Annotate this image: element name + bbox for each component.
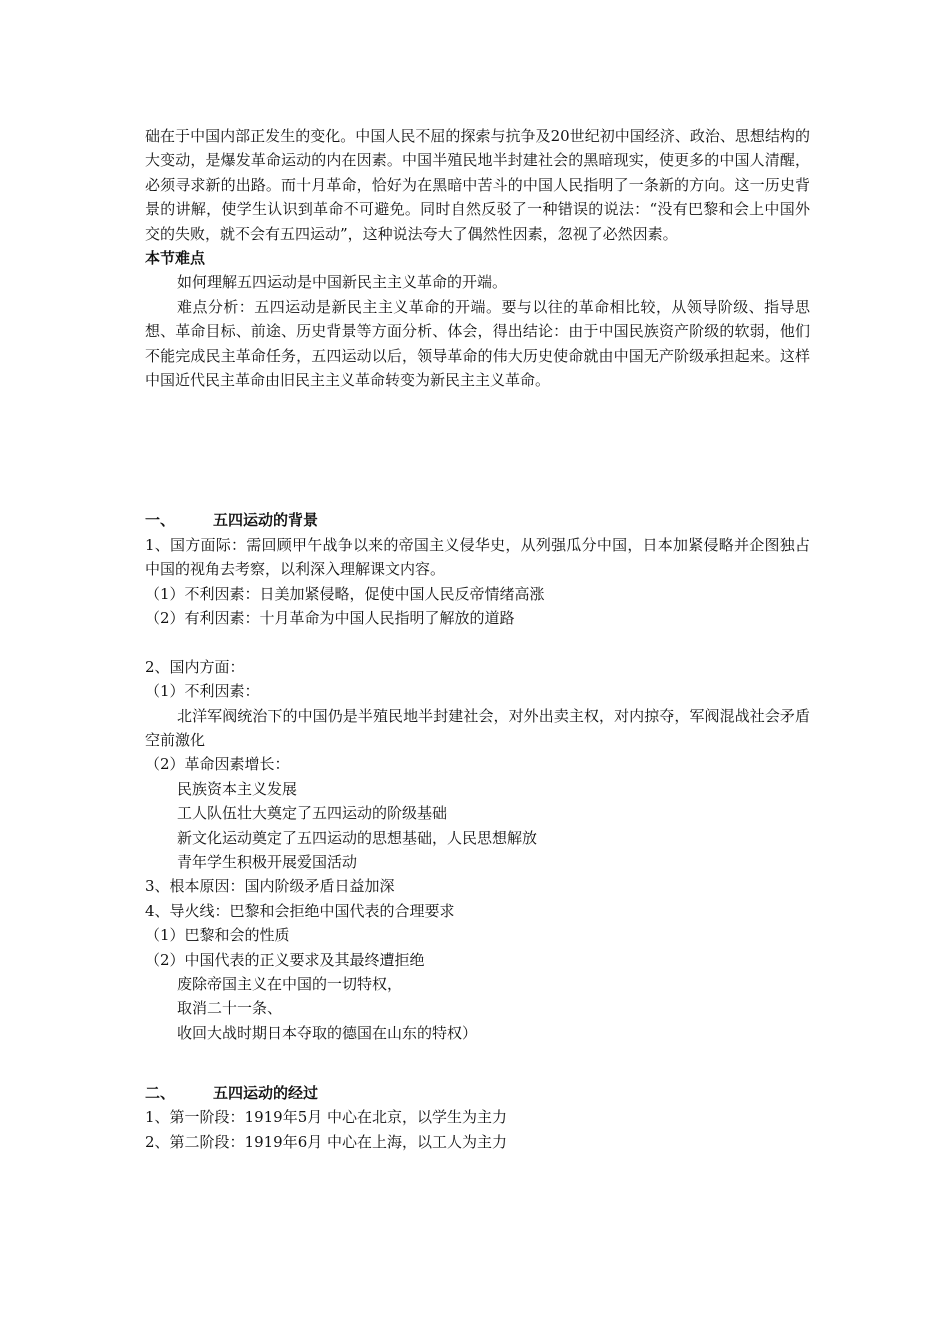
list-item: 取消二十一条、 (177, 999, 283, 1018)
section1-item4: 4、导火线：巴黎和会拒绝中国代表的合理要求 (145, 901, 455, 920)
section1-title: 五四运动的背景 (213, 511, 319, 530)
list-item: 新文化运动奠定了五四运动的思想基础，人民思想解放 (177, 828, 538, 847)
section1-item1-sub1: （1）不利因素：日美加紧侵略，促使中国人民反帝情绪高涨 (145, 584, 545, 603)
list-item: 工人队伍壮大奠定了五四运动的阶级基础 (177, 804, 448, 823)
list-item: 收回大战时期日本夺取的德国在山东的特权） (177, 1023, 478, 1042)
section1-item2: 2、国内方面： (145, 657, 245, 676)
section1-item2-sub1-text: 北洋军阀统治下的中国仍是半殖民地半封建社会，对外出卖主权，对内掠夺，军阀混战社会矛盾空前激化 (145, 706, 810, 749)
section1-item3: 3、根本原因：国内阶级矛盾日益加深 (145, 877, 395, 896)
difficulty-heading: 本节难点 (145, 249, 206, 268)
document-page (145, 124, 810, 1154)
list-item: 废除帝国主义在中国的一切特权， (177, 974, 403, 993)
section1-item1-sub2: （2）有利因素：十月革命为中国人民指明了解放的道路 (145, 609, 515, 628)
section1-item4-sub1: （1）巴黎和会的性质 (145, 926, 290, 945)
section2-number: 二、 (145, 1084, 176, 1103)
section2-item1: 1、第一阶段：1919年5月 中心在北京，以学生为主力 (145, 1108, 508, 1127)
list-item: 青年学生积极开展爱国活动 (177, 852, 358, 871)
section1-item2-sub1: （1）不利因素： (145, 682, 260, 701)
section1-number: 一、 (145, 511, 176, 530)
section1-item4-sub2: （2）中国代表的正义要求及其最终遭拒绝 (145, 950, 425, 969)
section1-item1: 1、国方面际：需回顾甲午战争以来的帝国主义侵华史，从列强瓜分中国，日本加紧侵略并企图独占中国的视角去考察，以利深入理解课文内容。 (145, 535, 810, 579)
section2-item2: 2、第二阶段：1919年6月 中心在上海，以工人为主力 (145, 1132, 508, 1151)
section2-title: 五四运动的经过 (213, 1084, 319, 1103)
section2-heading (145, 1081, 810, 1105)
difficulty-question: 如何理解五四运动是中国新民主主义革命的开端。 (177, 273, 508, 292)
spacer (145, 392, 810, 508)
spacer (145, 630, 810, 654)
section1-heading (145, 508, 810, 532)
intro-paragraph: 础在于中国内部正发生的变化。中国人民不屈的探索与抗争及20世纪初中国经济、政治、思想结构的大变动，是爆发革命运动的内在因素。中国半殖民地半封建社会的黑暗现实，使更多的中国人清醒，必须寻求新的出路。而十月革命，恰好为在黑暗中苦斗的中国人民指明了一条新的方向。这一历史背景的讲解，使学生认识到革命不可避免。同时自然反驳了一种错误的说法：“没有巴黎和会上中国外交的失败，就不会有五四运动”，这种说法夸大了偶然性因素，忽视了必然因素。 (145, 127, 810, 243)
list-item: 民族资本主义发展 (177, 779, 298, 798)
section1-item2-sub2: （2）革命因素增长： (145, 755, 290, 774)
difficulty-analysis: 难点分析：五四运动是新民主主义革命的开端。要与以往的革命相比较，从领导阶级、指导思想、革命目标、前途、历史背景等方面分析、体会，得出结论：由于中国民族资产阶级的软弱，他们不能完成民主革命任务，五四运动以后，领导革命的伟大历史使命就由中国无产阶级承担起来。这样中国近代民主革命由旧民主主义革命转变为新民主主义革命。 (145, 297, 810, 390)
spacer (145, 1045, 810, 1081)
